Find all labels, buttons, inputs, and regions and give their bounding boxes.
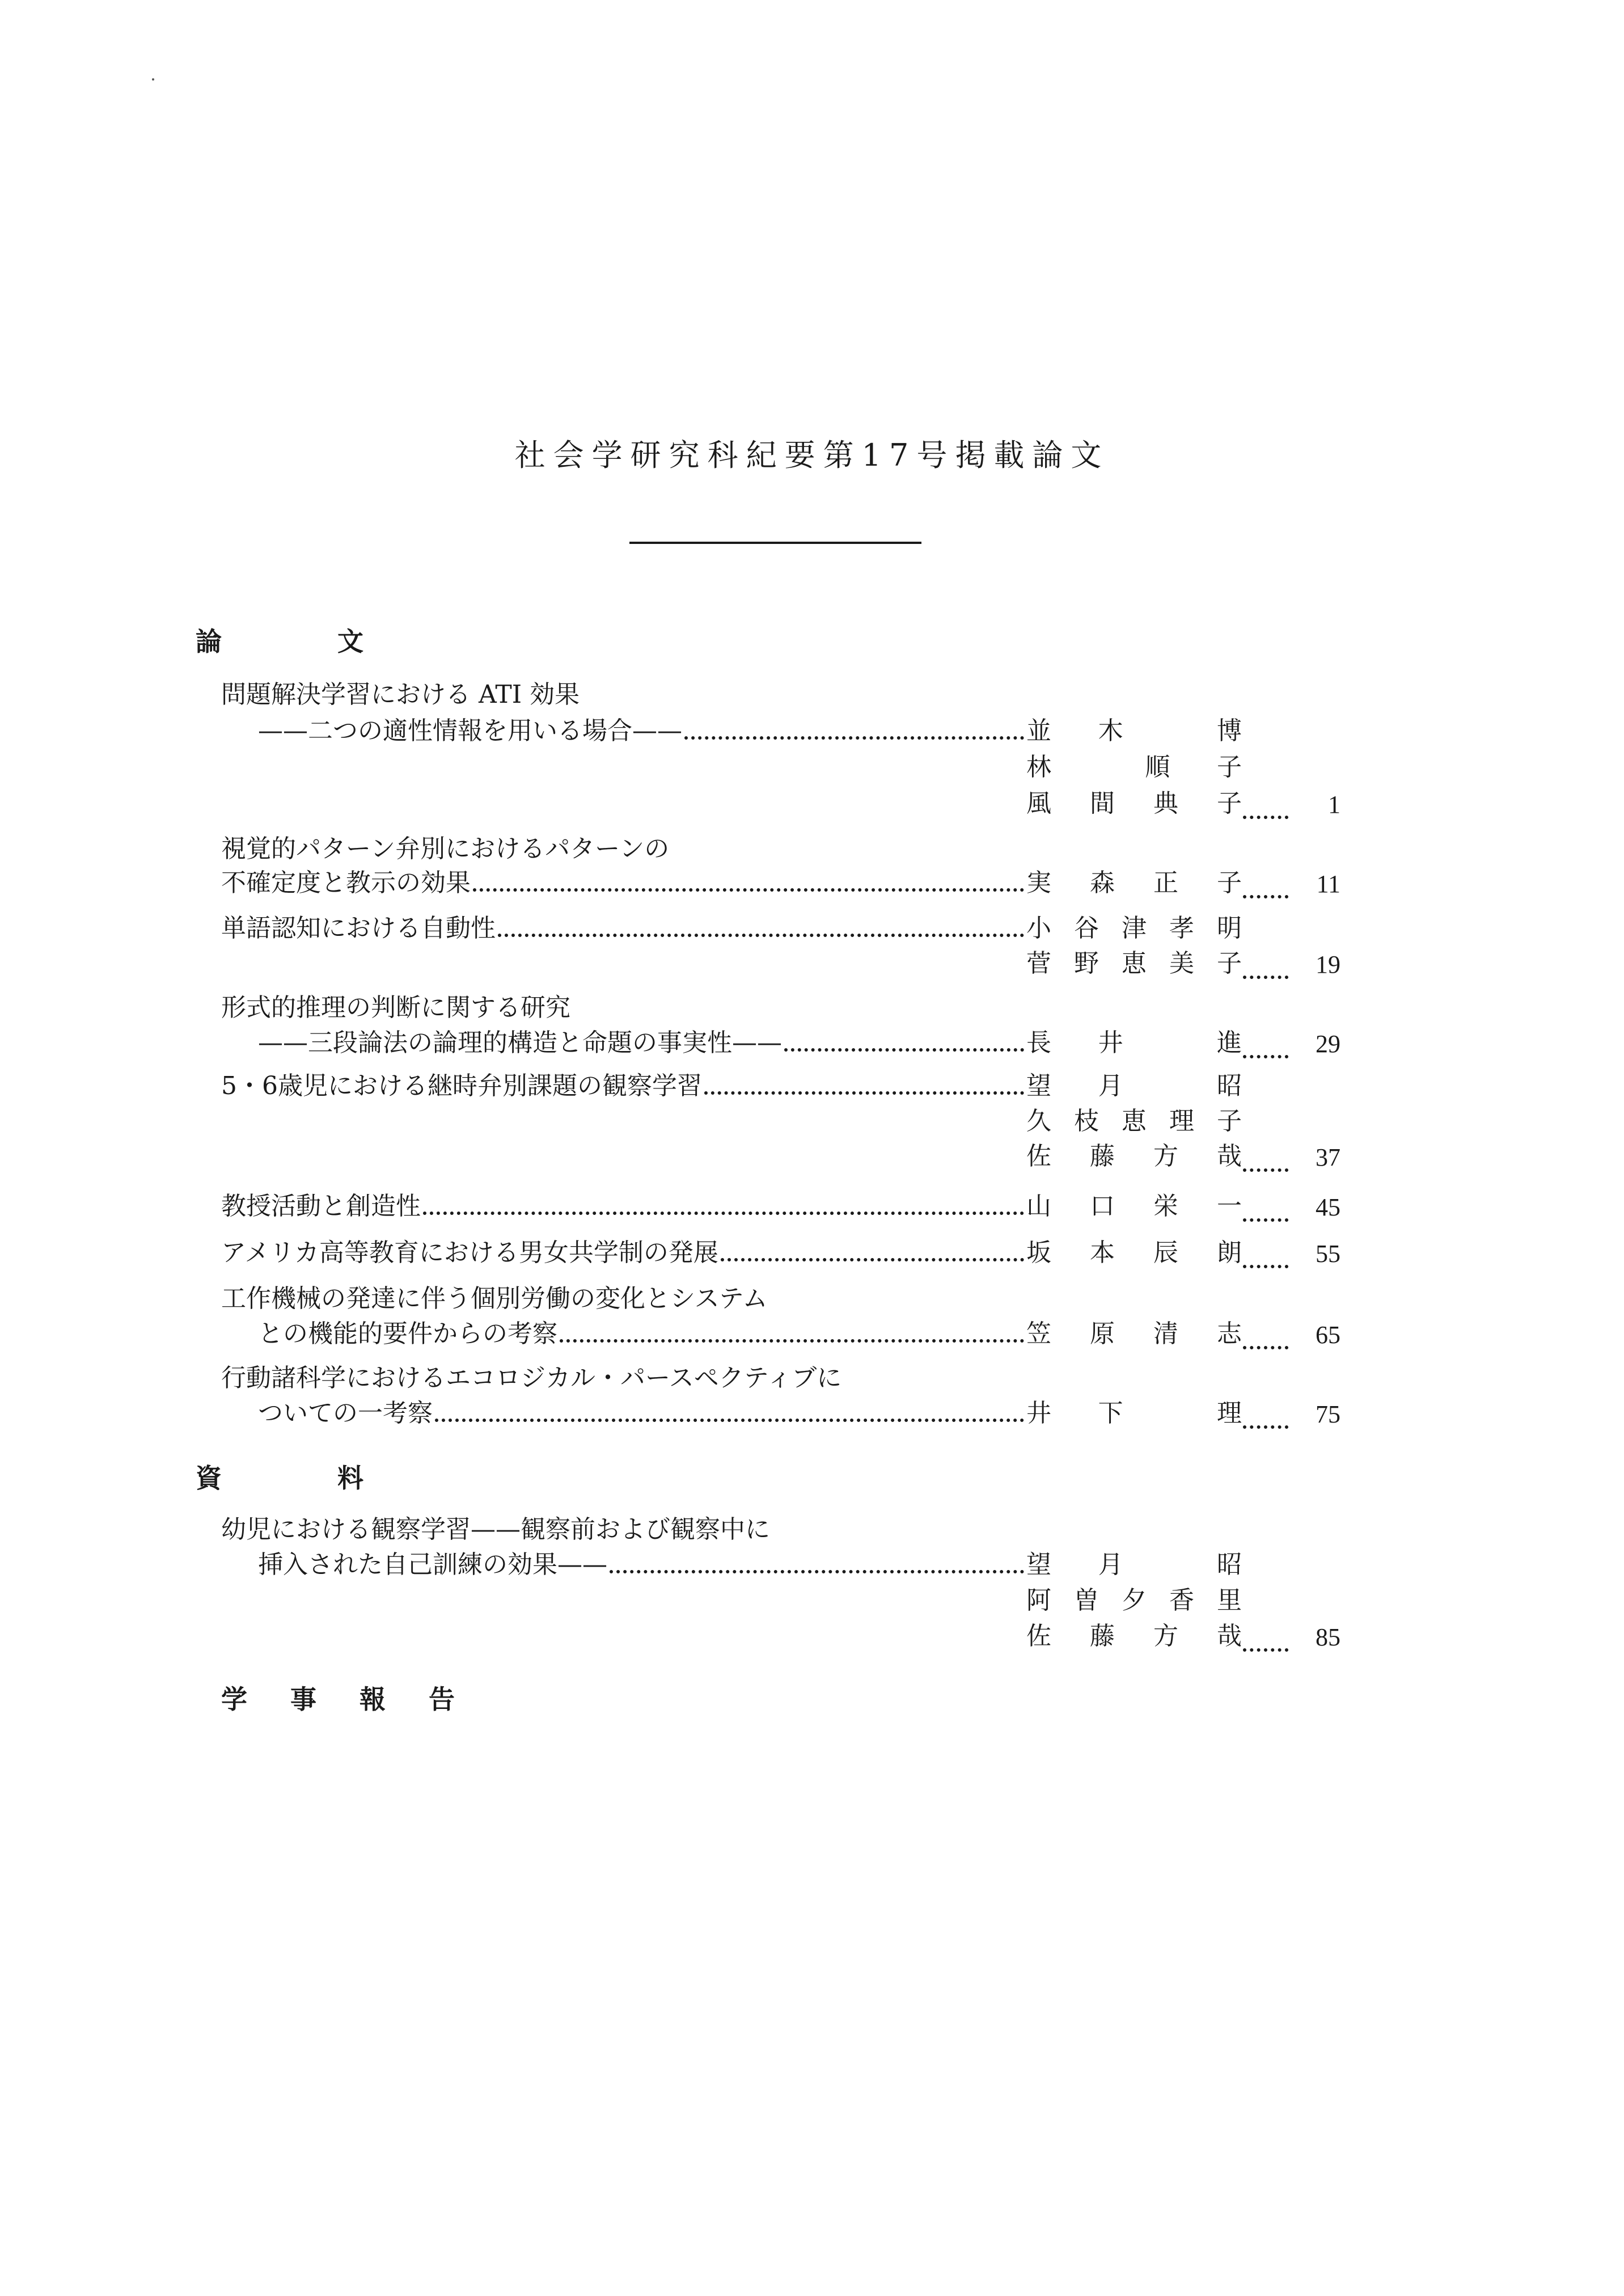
page-number: 55 xyxy=(1316,1240,1340,1268)
entry-title-line: ——三段論法の論理的構造と命題の事実性—— xyxy=(258,1028,782,1057)
entry-leader xyxy=(221,1238,1026,1268)
author-name: 小 谷 津 孝 明 xyxy=(1026,914,1242,943)
author-name: 望 月 昭 xyxy=(1026,1550,1242,1579)
section-heading-char: 論 xyxy=(196,626,222,657)
page-leader-dots xyxy=(1243,788,1288,819)
page-leader-dots xyxy=(1243,1028,1288,1058)
page-leader-dots xyxy=(1243,1319,1288,1349)
page-leader-dots xyxy=(1243,1141,1288,1172)
page-title: 社会学研究科紀要第17号掲載論文 xyxy=(514,437,1110,473)
entry-leader xyxy=(258,1398,1026,1429)
section-heading-gakuji: 学 事 報 告 xyxy=(221,1684,472,1715)
entry-leader xyxy=(258,1319,1026,1349)
entry-title-line: 幼児における観察学習——観察前および観察中に xyxy=(221,1515,770,1544)
scan-speck xyxy=(152,78,154,81)
entry-title-line: 問題解決学習における ATI 効果 xyxy=(221,680,580,709)
author-name: 並 木 博 xyxy=(1026,716,1242,745)
entry-leader xyxy=(258,716,1026,746)
entry-title-line: 工作機械の発達に伴う個別労働の変化とシステム xyxy=(221,1284,768,1313)
entry-title-line: ——二つの適性情報を用いる場合—— xyxy=(258,716,682,745)
entry-leader xyxy=(258,1028,1026,1058)
author-name: 阿 曽 夕 香 里 xyxy=(1026,1586,1242,1615)
entry-title-line: 教授活動と創造性 xyxy=(221,1192,421,1221)
entry-title-line: 不確定度と教示の効果 xyxy=(221,868,471,897)
author-name: 笠 原 清 志 xyxy=(1026,1319,1242,1348)
section-heading-shiryo xyxy=(196,1458,363,1495)
title-rule xyxy=(629,542,921,544)
entry-title-line: 行動諸科学におけるエコロジカル・パースペクティブに xyxy=(221,1364,842,1392)
author-name: 菅 野 恵 美 子 xyxy=(1026,949,1242,978)
page-leader-dots xyxy=(1243,1191,1288,1222)
author-name: 望 月 昭 xyxy=(1026,1071,1242,1100)
page-number: 85 xyxy=(1316,1623,1340,1651)
author-name: 久 枝 恵 理 子 xyxy=(1026,1107,1242,1136)
entry-leader xyxy=(221,1071,1026,1101)
section-heading-char: 資 xyxy=(196,1463,222,1493)
entry-leader xyxy=(221,913,1026,944)
entry-title-line: ついての一考察 xyxy=(258,1399,433,1428)
entry-title-line: との機能的要件からの考察 xyxy=(258,1319,557,1348)
entry-leader xyxy=(221,868,1026,898)
page-number: 29 xyxy=(1316,1030,1340,1058)
author-name: 佐 藤 方 哉 xyxy=(1026,1622,1242,1651)
entry-title-line: 形式的推理の判断に関する研究 xyxy=(221,993,570,1022)
section-heading-char: 料 xyxy=(337,1463,363,1493)
author-name: 風 間 典 子 xyxy=(1026,789,1242,818)
section-heading-ronbun xyxy=(196,621,363,659)
author-name: 長 井 進 xyxy=(1026,1028,1242,1057)
page-number: 1 xyxy=(1328,791,1340,818)
entry-leader xyxy=(258,1550,1026,1580)
entry-title-line: 単語認知における自動性 xyxy=(221,914,496,943)
entry-title-line: 挿入された自己訓練の効果—— xyxy=(258,1550,607,1579)
page-leader-dots xyxy=(1243,948,1288,979)
entry-title-line: アメリカ高等教育における男女共学制の発展 xyxy=(221,1238,718,1267)
entry-title-line: 視覚的パターン弁別におけるパターンの xyxy=(221,834,670,863)
entry-title-line: 5・6歳児における継時弁別課題の観察学習 xyxy=(221,1071,702,1100)
page-leader-dots xyxy=(1243,1621,1288,1652)
author-name: 井 下 理 xyxy=(1026,1399,1242,1428)
section-heading-char: 文 xyxy=(337,626,363,657)
page-number: 37 xyxy=(1316,1143,1340,1171)
page-leader-dots xyxy=(1243,1398,1288,1429)
author-name: 実 森 正 子 xyxy=(1026,868,1242,897)
page-number: 19 xyxy=(1316,951,1340,978)
author-name: 山 口 栄 一 xyxy=(1026,1192,1242,1221)
author-name: 林 順 子 xyxy=(1026,753,1242,782)
page-leader-dots xyxy=(1243,1238,1288,1268)
entry-leader xyxy=(221,1191,1026,1222)
page-number: 45 xyxy=(1316,1193,1340,1221)
page-number: 75 xyxy=(1316,1400,1340,1428)
page-number: 65 xyxy=(1316,1321,1340,1349)
page-number: 11 xyxy=(1316,870,1340,898)
page-leader-dots xyxy=(1243,868,1288,898)
author-name: 佐 藤 方 哉 xyxy=(1026,1142,1242,1171)
author-name: 坂 本 辰 朗 xyxy=(1026,1238,1242,1267)
